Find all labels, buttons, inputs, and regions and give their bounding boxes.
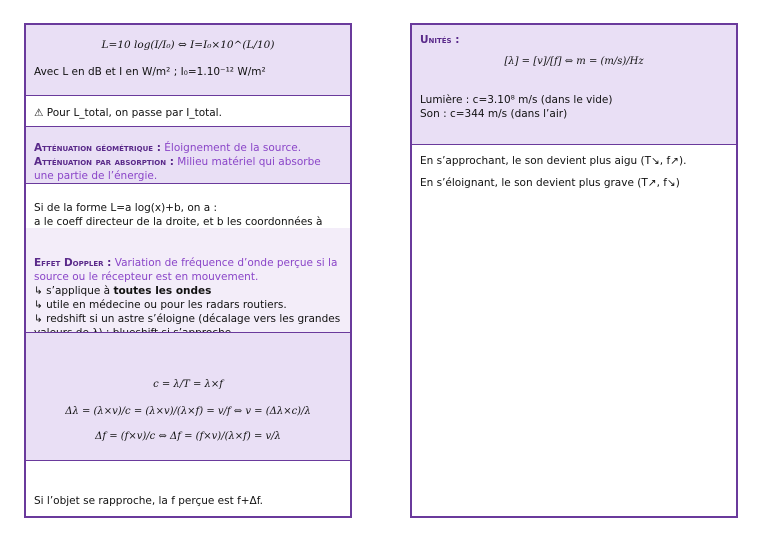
doppler-def (34, 256, 342, 284)
approchant-text: En s’approchant, le son devient plus aigu (T↘, f↗). (420, 155, 687, 167)
doppler-section (26, 228, 350, 332)
doppler-bold: toutes les ondes (113, 285, 212, 297)
doppler-bullet-3: ↳ redshift si un astre s’éloigne (décalage vers les grandes (34, 313, 341, 325)
warning-text: ⚠ Pour L_total, on passe par I_total. (34, 107, 222, 119)
left-card (24, 23, 352, 518)
unites-formula: [λ] = [v]/[f] ⇔ m = (m/s)/Hz (504, 56, 644, 67)
doppler-label: Effet Doppler : (34, 257, 112, 269)
unites-section (412, 25, 736, 144)
lumiere-text: Lumière : c=3.10⁸ m/s (dans le vide) (420, 94, 613, 106)
forme-line2: a le coeff directeur de la droite, et b les coordonnées à (34, 216, 323, 228)
intensity-section (26, 25, 350, 95)
son-text: Son : c=344 m/s (dans l’air) (420, 108, 568, 120)
doppler-desc: Variation de fréquence d’onde perçue si la source ou le récepteur est en mouvement. (34, 257, 338, 283)
unites-label: Unités : (420, 34, 460, 46)
rapproche-text: Si l’objet se rapproche, la f perçue est f+Δf. (34, 495, 264, 507)
eloignant-text: En s’éloignant, le son devient plus grave (T↗, f↘) (420, 177, 680, 189)
rapproche-section (26, 460, 350, 518)
attenuation-section (26, 126, 350, 183)
att-abs-label: Atténuation par absorption : (34, 156, 174, 168)
forme-line1: Si de la forme L=a log(x)+b, on a : (34, 202, 218, 214)
doppler-bullet-2: ↳ utile en médecine ou pour les radars routiers. (34, 299, 287, 311)
doppler-bullet-1: ↳ s’applique à toutes les ondes (34, 285, 212, 297)
equations-section (26, 332, 350, 460)
formula-L: L=10 log(I/I₀) ⇔ I=I₀×10^(L/10) (101, 39, 275, 51)
right-card (410, 23, 738, 518)
att-geo-label: Atténuation géométrique : (34, 142, 161, 154)
att-geo (34, 141, 342, 155)
warning-section (26, 95, 350, 126)
att-abs-desc: Milieu matériel qui absorbe une partie de l’énergie. (34, 156, 321, 182)
att-abs (34, 155, 342, 183)
avec-text: Avec L en dB et I en W/m² ; I₀=1.10⁻¹² W/m² (34, 66, 266, 78)
eq-1: c = λ/T = λ×f (153, 379, 223, 390)
eq-2: Δλ = (λ×v)/c = (λ×v)/(λ×f) = v/f ⇔ v = (Δλ×c)/λ (65, 406, 311, 417)
perception-section (412, 144, 736, 516)
eq-3: Δf = (f×v)/c ⇔ Δf = (f×v)/(λ×f) = v/λ (95, 431, 281, 442)
forme-section (26, 183, 350, 228)
att-geo-desc: Éloignement de la source. (164, 142, 302, 154)
